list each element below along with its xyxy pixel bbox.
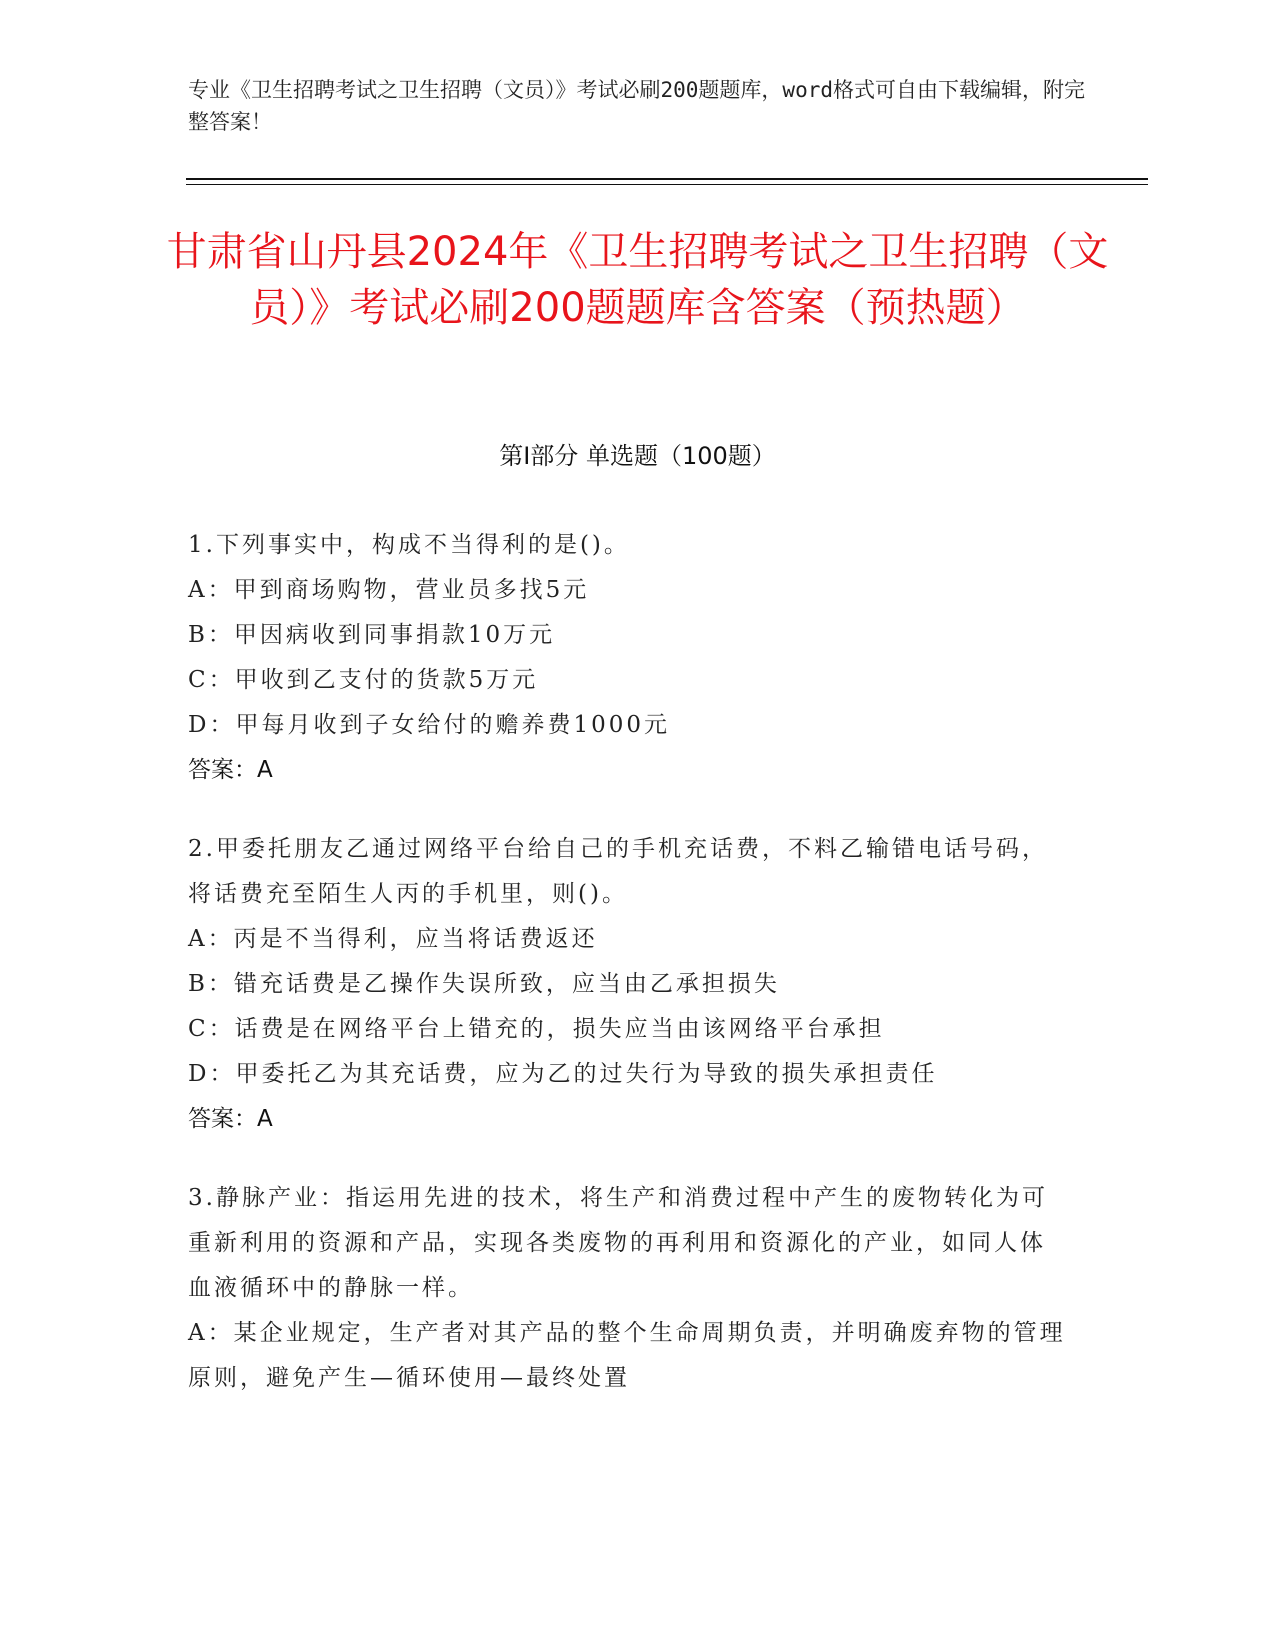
option-a: A：甲到商场购物，营业员多找5元 (188, 577, 590, 603)
header-divider-thick (186, 178, 1148, 180)
question-stem: 1.下列事实中，构成不当得利的是()。 (188, 532, 630, 558)
question-list (188, 523, 1068, 1435)
option-d: D：甲每月收到子女给付的赡养费1000元 (188, 712, 670, 738)
question-stem: 2.甲委托朋友乙通过网络平台给自己的手机充话费，不料乙输错电话号码，将话费充至陌生人丙的手机里，则()。 (188, 836, 1048, 907)
option-c: C：甲收到乙支付的货款5万元 (188, 667, 539, 693)
question-3 (188, 1176, 1068, 1401)
option-a: A：丙是不当得利，应当将话费返还 (188, 926, 598, 952)
document-title: 甘肃省山丹县2024年《卫生招聘考试之卫生招聘（文员）》考试必刷200题题库含答案（预热题） (166, 229, 1109, 331)
option-a: A：某企业规定，生产者对其产品的整个生命周期负责，并明确废弃物的管理原则，避免产生—循环使用—最终处置 (188, 1320, 1066, 1391)
header-note: 专业《卫生招聘考试之卫生招聘（文员）》考试必刷200题题库，word格式可自由下载编辑，附完整答案！ (188, 78, 1085, 134)
option-b: B：甲因病收到同事捐款10万元 (188, 622, 556, 648)
option-d: D：甲委托乙为其充话费，应为乙的过失行为导致的损失承担责任 (188, 1061, 938, 1087)
question-2 (188, 827, 1068, 1142)
answer: 答案：A (188, 757, 273, 783)
question-1 (188, 523, 1068, 793)
option-b: B：错充话费是乙操作失误所致，应当由乙承担损失 (188, 971, 780, 997)
header-divider-thin (186, 184, 1148, 185)
answer: 答案：A (188, 1106, 273, 1132)
option-c: C：话费是在网络平台上错充的，损失应当由该网络平台承担 (188, 1016, 885, 1042)
section-title: 第I部分 单选题（100题） (499, 442, 776, 470)
question-stem: 3.静脉产业：指运用先进的技术，将生产和消费过程中产生的废物转化为可重新利用的资源和产品，实现各类废物的再利用和资源化的产业，如同人体血液循环中的静脉一样。 (188, 1185, 1048, 1301)
